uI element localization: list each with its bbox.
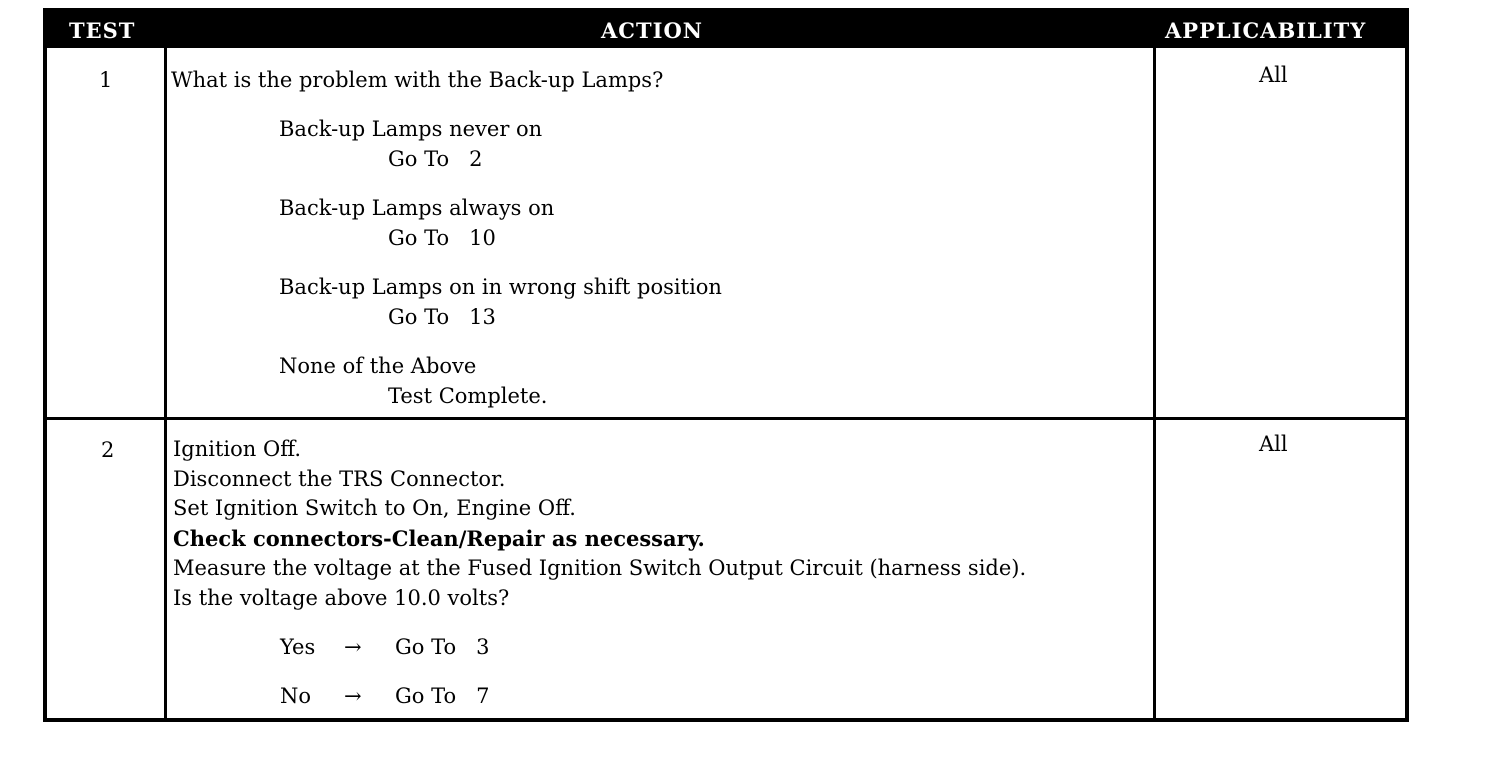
row1-option-result: Go To 2 [388, 147, 483, 171]
row1-option-result: Test Complete. [388, 384, 548, 408]
header-action: ACTION [601, 18, 703, 43]
table-header [47, 12, 1405, 48]
arrow-right-icon: → [344, 684, 362, 708]
row1-option-result: Go To 13 [388, 305, 496, 329]
row1-question: What is the problem with the Back-up Lamps? [171, 68, 664, 92]
row1-test-number: 1 [99, 68, 113, 92]
row-divider [47, 417, 1405, 420]
header-applicability: APPLICABILITY [1165, 18, 1367, 43]
row1-option-label: Back-up Lamps always on [279, 196, 555, 220]
row2-step: Measure the voltage at the Fused Ignition Switch Output Circuit (harness side). [173, 556, 1027, 580]
row2-step: Ignition Off. [173, 437, 302, 461]
column-divider [164, 48, 167, 718]
row2-step: Disconnect the TRS Connector. [173, 467, 506, 491]
arrow-right-icon: → [344, 635, 362, 659]
row1-option-label: None of the Above [279, 354, 477, 378]
row1-option-label: Back-up Lamps never on [279, 117, 543, 141]
row2-step-emphasis: Check connectors-Clean/Repair as necessary. [173, 526, 705, 551]
row2-outcome-answer: No [280, 684, 312, 708]
row2-step: Is the voltage above 10.0 volts? [173, 586, 510, 610]
header-test: TEST [69, 18, 136, 43]
row2-outcome-answer: Yes [280, 635, 316, 659]
row2-outcome-result: Go To 3 [395, 635, 490, 659]
row2-outcome-result: Go To 7 [395, 684, 490, 708]
row2-step: Set Ignition Switch to On, Engine Off. [173, 496, 576, 520]
column-divider [1153, 48, 1156, 718]
diagnostic-table [43, 8, 1409, 722]
row1-applicability: All [1259, 63, 1288, 87]
row1-option-result: Go To 10 [388, 226, 496, 250]
row2-test-number: 2 [101, 438, 115, 462]
row1-option-label: Back-up Lamps on in wrong shift position [279, 275, 722, 299]
row2-applicability: All [1259, 432, 1288, 456]
